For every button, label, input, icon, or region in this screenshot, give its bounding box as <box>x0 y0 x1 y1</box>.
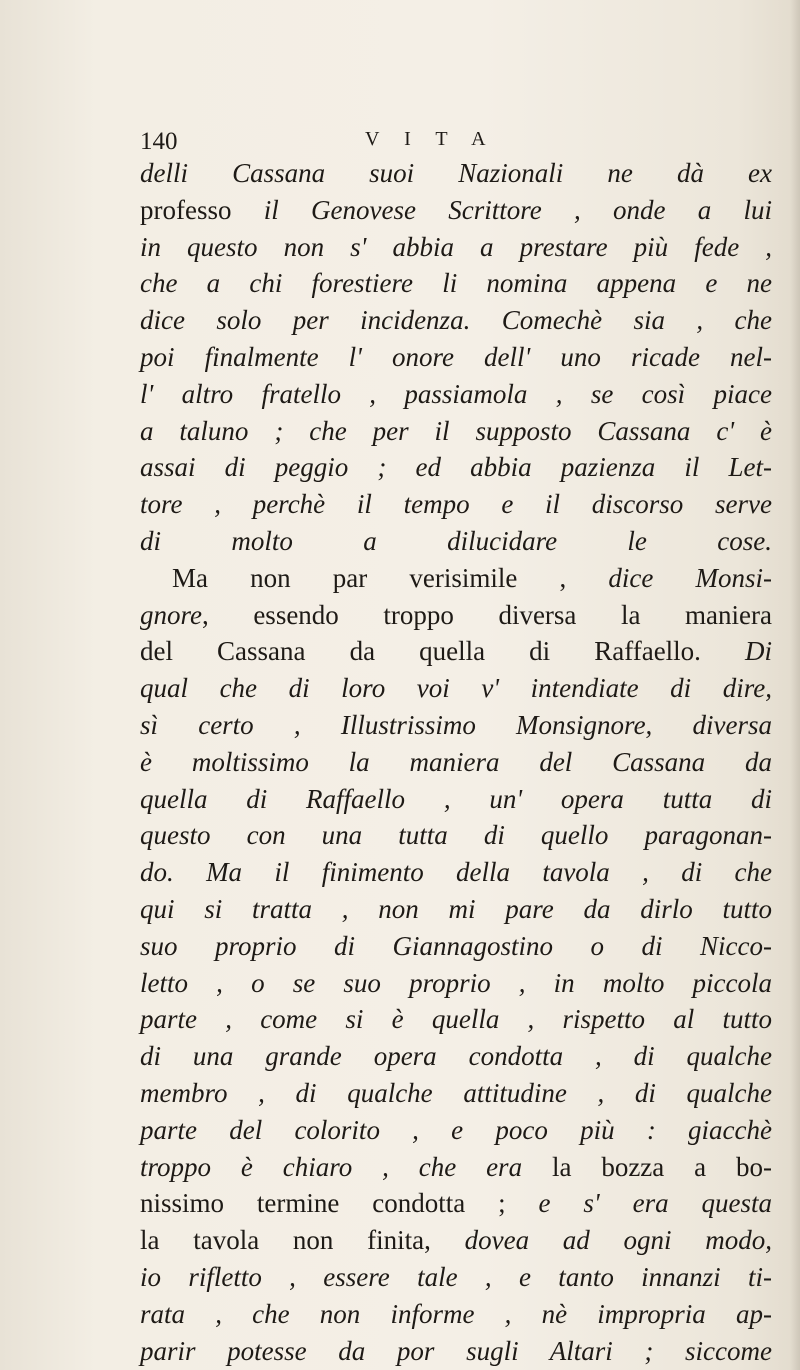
running-title: V I T A <box>365 128 496 150</box>
italic-text: dice solo per incidenza. Comechè sia , che <box>140 305 772 336</box>
roman-text: , essendo troppo diversa la maniera <box>202 599 772 630</box>
italic-text: parir potesse da por sugli Altari ; siccome <box>140 1335 772 1366</box>
italic-text: parte del colorito , e poco più : giacchè <box>140 1114 772 1145</box>
text-line <box>140 1075 772 1112</box>
text-line <box>140 339 772 376</box>
roman-text: la bozza a bo- <box>551 1151 772 1182</box>
text-line <box>140 1001 772 1038</box>
italic-text: suo proprio di Giannagostino o di Nicco- <box>140 930 772 961</box>
italic-text: assai di peggio ; ed abbia pazienza il Let- <box>140 452 772 483</box>
roman-text: Ma non par verisimile , <box>172 562 609 593</box>
italic-text: quella di Raffaello , un' opera tutta di <box>140 783 772 814</box>
page-edge-shadow <box>790 0 800 1370</box>
italic-text: e s' era questa <box>538 1188 772 1219</box>
text-line <box>140 155 772 192</box>
italic-text: di molto a dilucidare le cose. <box>140 525 772 556</box>
text-line <box>140 1112 772 1149</box>
italic-text: in questo non s' abbia a prestare più fede , <box>140 231 772 262</box>
text-line <box>140 965 772 1002</box>
text-line <box>140 265 772 302</box>
italic-text: parte , come si è quella , rispetto al tutto <box>140 1004 772 1035</box>
italic-text: rata , che non informe , nè impropria ap- <box>140 1298 772 1329</box>
italic-text: che a chi forestiere li nomina appena e ne <box>140 268 772 299</box>
italic-text: delli Cassana suoi Nazionali ne dà ex <box>140 158 772 188</box>
text-line <box>140 523 772 560</box>
italic-text: membro , di qualche attitudine , di qualche <box>140 1077 772 1108</box>
text-line <box>140 891 772 928</box>
text-line <box>140 229 772 266</box>
text-line <box>140 1222 772 1259</box>
text-line <box>140 486 772 523</box>
italic-text: qui si tratta , non mi pare da dirlo tutto <box>140 893 772 924</box>
text-line <box>140 1038 772 1075</box>
italic-text: Di <box>745 636 772 667</box>
roman-text: nissimo termine condotta ; <box>140 1188 539 1219</box>
roman-text: la tavola non finita, <box>140 1225 465 1256</box>
text-line <box>140 928 772 965</box>
page-number: 140 <box>140 128 178 155</box>
italic-text: a taluno ; che per il supposto Cassana c' è <box>140 415 772 446</box>
text-line <box>140 817 772 854</box>
text-line <box>140 1333 772 1370</box>
italic-text: di una grande opera condotta , di qualche <box>140 1041 772 1072</box>
italic-text: poi finalmente l' onore dell' uno ricade nel- <box>140 341 772 372</box>
text-line <box>140 781 772 818</box>
italic-text: l' altro fratello , passiamola , se così piace <box>140 378 772 409</box>
italic-text: dovea ad ogni modo, <box>464 1225 773 1256</box>
italic-text: io rifletto , essere tale , e tanto innanzi ti- <box>140 1261 772 1292</box>
text-line <box>140 413 772 450</box>
running-head <box>140 128 660 158</box>
text-line <box>140 302 772 339</box>
text-line <box>140 633 772 670</box>
italic-text: il Genovese Scrittore , onde a lui <box>263 194 772 225</box>
text-line <box>140 1185 772 1222</box>
text-line <box>140 376 772 413</box>
italic-text: gnore <box>140 599 202 630</box>
text-line <box>140 854 772 891</box>
roman-text: professo <box>140 194 264 225</box>
text-line <box>140 744 772 781</box>
text-line <box>140 1259 772 1296</box>
italic-text: letto , o se suo proprio , in molto piccola <box>140 967 772 998</box>
text-line <box>140 192 772 229</box>
italic-text: tore , perchè il tempo e il discorso serve <box>140 489 772 520</box>
italic-text: sì certo , Illustrissimo Monsignore, diversa <box>140 709 772 740</box>
italic-text: do. Ma il finimento della tavola , di che <box>140 857 772 888</box>
text-line <box>140 1149 772 1186</box>
text-line <box>140 449 772 486</box>
italic-text: questo con una tutta di quello paragonan- <box>140 820 772 851</box>
body-text <box>140 155 772 1369</box>
text-line <box>140 670 772 707</box>
italic-text: dice Monsi- <box>608 562 772 593</box>
italic-text: troppo è chiaro , che era <box>140 1151 552 1182</box>
text-line <box>140 707 772 744</box>
italic-text: qual che di loro voi v' intendiate di dire, <box>140 673 772 704</box>
italic-text: è moltissimo la maniera del Cassana da <box>140 746 772 777</box>
text-line <box>140 597 772 634</box>
roman-text: del Cassana da quella di Raffaello. <box>140 636 745 667</box>
text-line <box>140 1296 772 1333</box>
text-line <box>140 560 772 597</box>
